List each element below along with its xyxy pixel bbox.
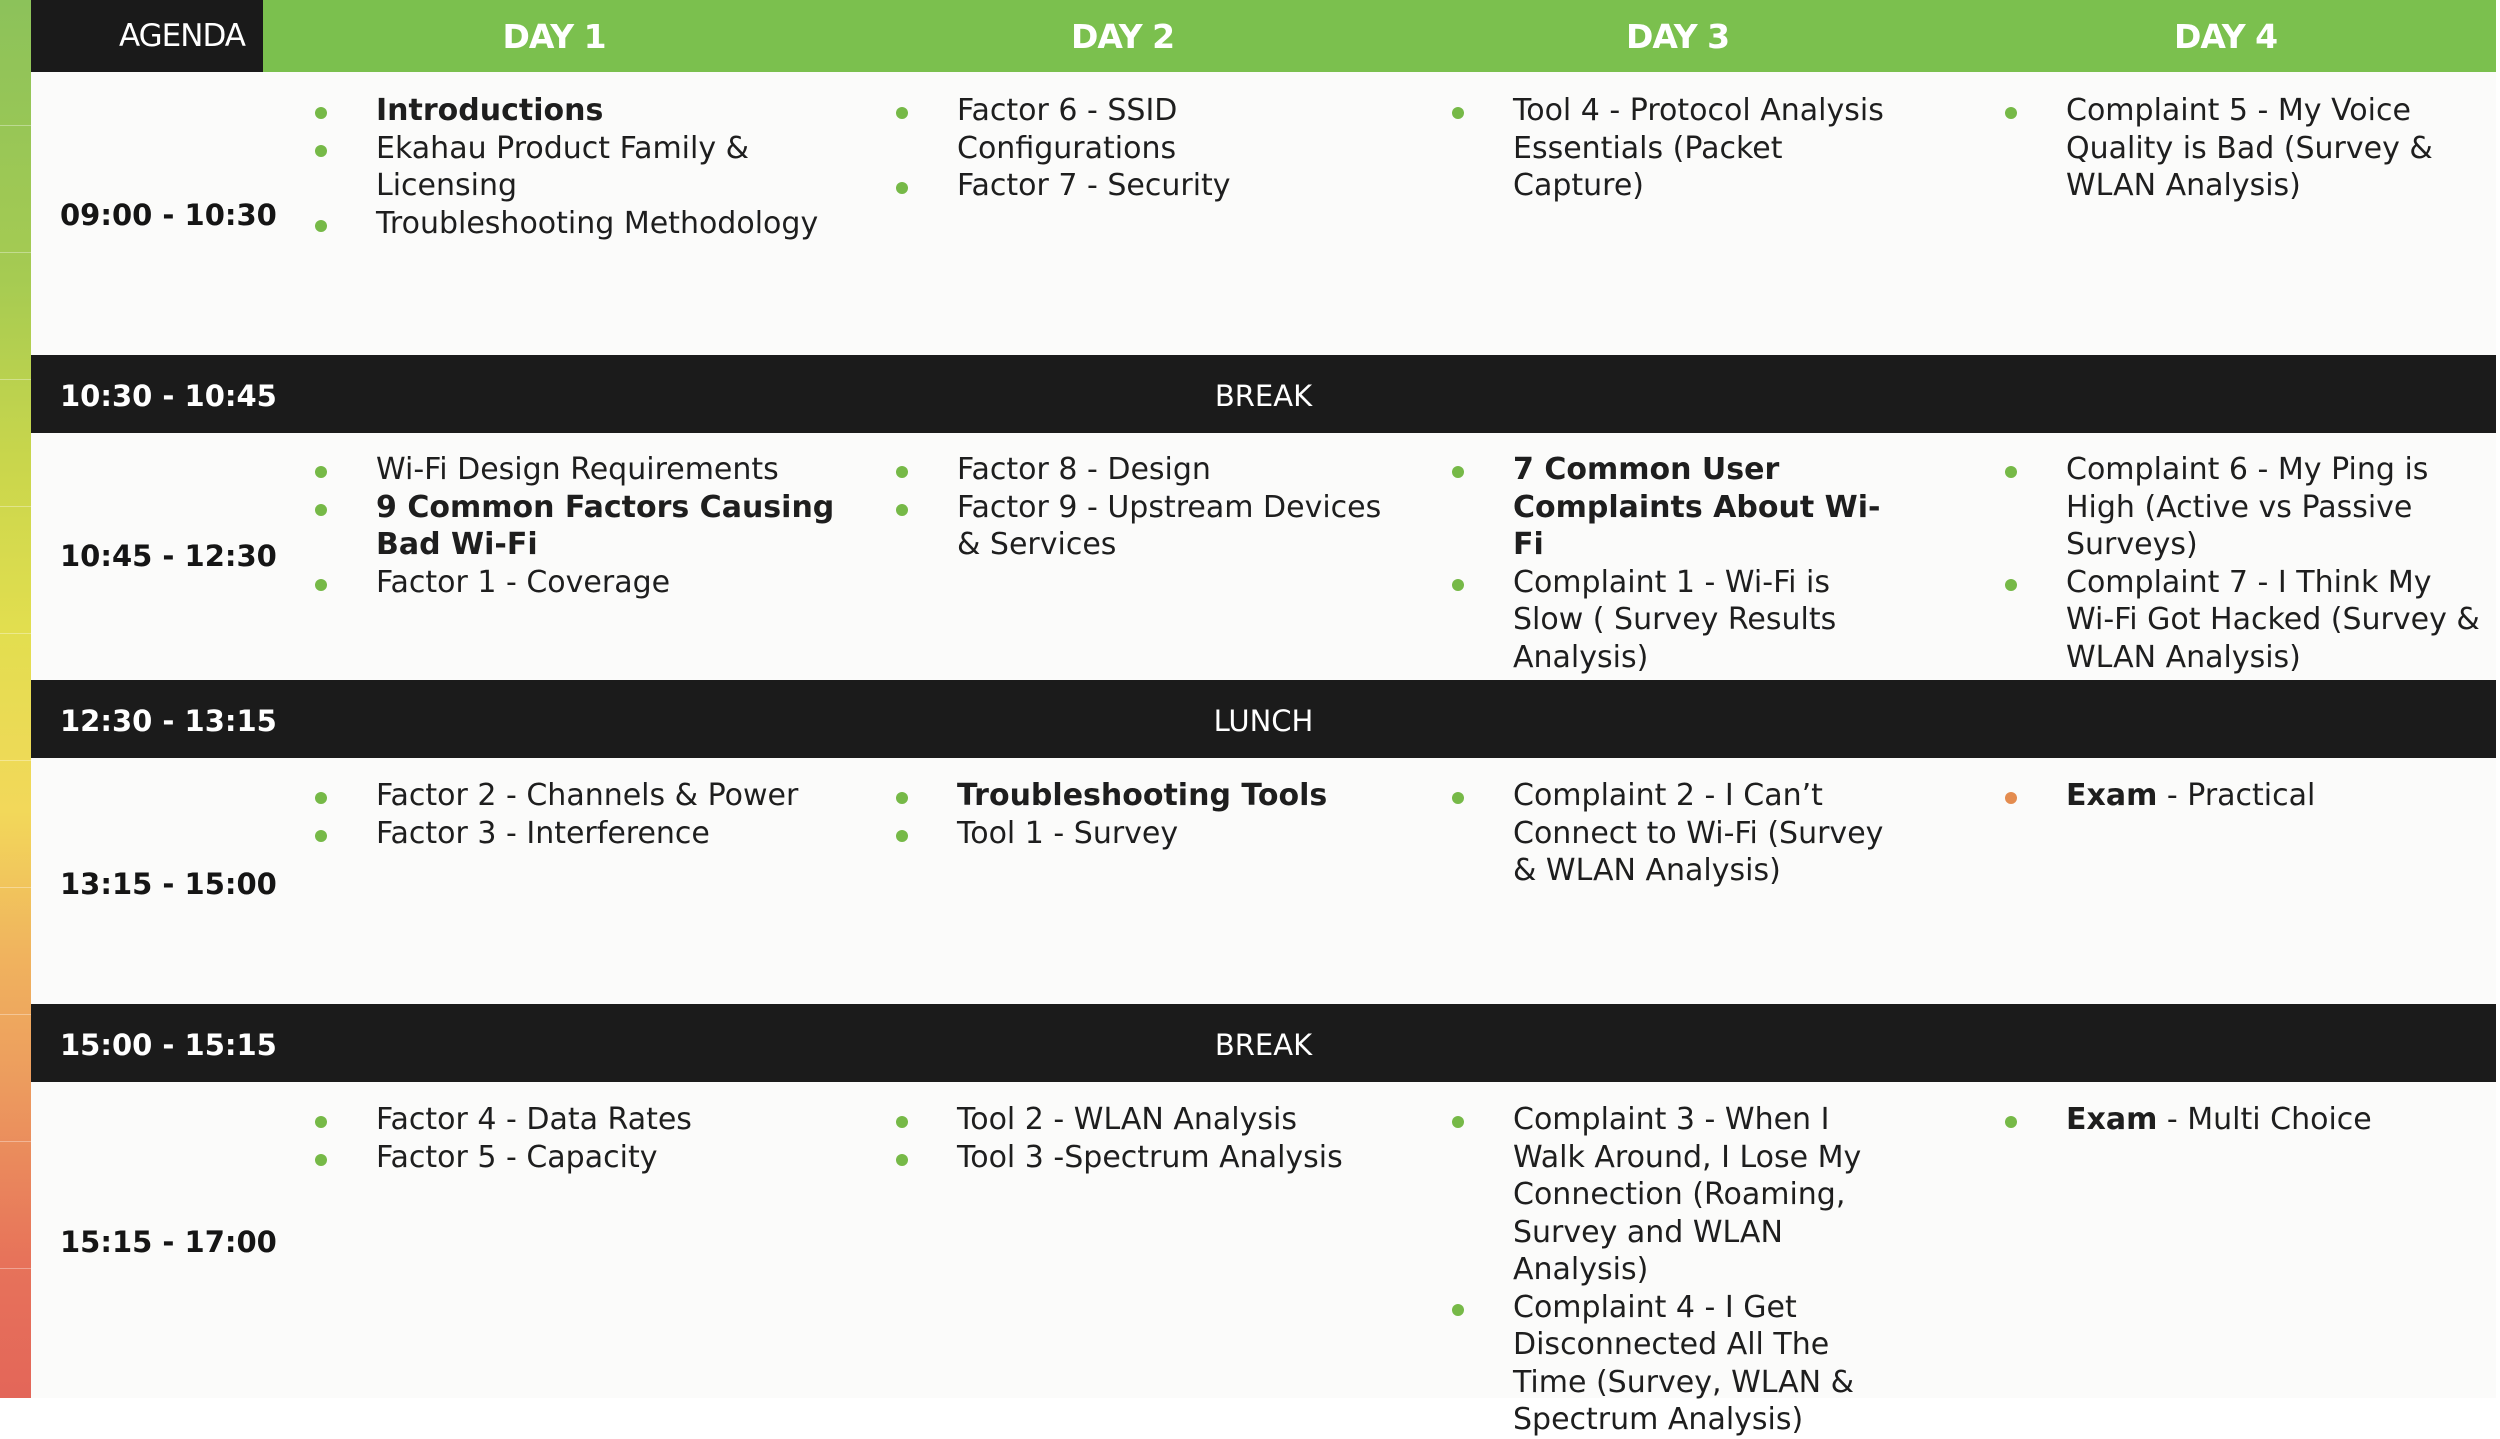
- session-item-text: Complaint 6 - My Ping is High (Active vs Passive Surveys): [2066, 452, 2429, 562]
- session-list-r2-day1: [315, 451, 835, 601]
- break-label-1: BREAK: [1214, 379, 1313, 413]
- bullet-icon: [896, 107, 908, 119]
- bullet-icon: [2005, 579, 2017, 591]
- session-item: [896, 815, 1396, 853]
- session-item-text: Factor 7 - Security: [957, 168, 1231, 203]
- day-1-heading: DAY 1: [502, 16, 606, 56]
- session-item-text: Factor 6 - SSID Configurations: [957, 93, 1178, 166]
- time-slot-break-1: 10:30 - 10:45: [60, 379, 277, 413]
- session-list-r2-day4: [2005, 451, 2485, 676]
- session-item-text: Tool 1 - Survey: [957, 815, 1179, 851]
- session-item: [1452, 564, 1892, 677]
- session-item-text: Factor 5 - Capacity: [376, 1139, 658, 1175]
- bullet-icon: [896, 792, 908, 804]
- break-band-2: [31, 1004, 2496, 1082]
- session-item: [315, 564, 835, 602]
- session-item: [315, 489, 835, 564]
- session-item-bold-text: Troubleshooting Tools: [957, 778, 1328, 813]
- bullet-icon: [896, 466, 908, 478]
- session-item: [315, 451, 835, 489]
- bullet-icon: [315, 579, 327, 591]
- session-item-text: Factor 9 - Upstream Devices & Services: [957, 489, 1382, 562]
- session-list-r3-day3: [1452, 777, 1892, 890]
- session-item: [896, 451, 1396, 489]
- session-item: [896, 489, 1396, 564]
- bullet-icon: [2005, 792, 2017, 804]
- session-item-text: Complaint 2 - I Can’t Connect to Wi-Fi (Survey & WLAN Analysis): [1513, 778, 1884, 888]
- session-list-r1-day2: [896, 92, 1396, 205]
- bullet-icon: [1452, 792, 1464, 804]
- session-list-r1-day4: [2005, 92, 2485, 205]
- agenda-title: AGENDA: [31, 0, 263, 72]
- session-item-text: Tool 4 - Protocol Analysis Essentials (Packet Capture): [1513, 93, 1884, 203]
- bullet-icon: [1452, 1116, 1464, 1128]
- session-list-r3-day1: [315, 777, 835, 852]
- session-item: [315, 92, 835, 130]
- session-item: [1452, 777, 1892, 890]
- session-item-text: - Multi Choice: [2157, 1102, 2372, 1137]
- session-item: [2005, 451, 2485, 564]
- time-slot-lunch: 12:30 - 13:15: [60, 704, 277, 738]
- session-item-bold-text: Exam: [2066, 778, 2158, 813]
- session-item-text: Tool 3 -Spectrum Analysis: [957, 1139, 1343, 1175]
- bullet-icon: [315, 107, 327, 119]
- session-item: [2005, 1101, 2485, 1139]
- session-item-text: Factor 8 - Design: [957, 452, 1211, 487]
- lunch-label: LUNCH: [1213, 704, 1314, 738]
- bullet-icon: [896, 1154, 908, 1166]
- session-item: [315, 777, 835, 815]
- session-list-r1-day3: [1452, 92, 1892, 205]
- session-item-text: Factor 3 - Interference: [376, 815, 710, 851]
- session-list-r3-day4: [2005, 777, 2485, 815]
- session-item: [896, 777, 1396, 815]
- time-slot-2: 10:45 - 12:30: [60, 539, 277, 573]
- session-item-text: Complaint 1 - Wi-Fi is Slow ( Survey Results Analysis): [1513, 564, 1837, 675]
- session-item: [1452, 1101, 1892, 1289]
- session-item-text: Complaint 3 - When I Walk Around, I Lose My Connection (Roaming, Survey and WLAN Analysis): [1513, 1102, 1862, 1287]
- bullet-icon: [315, 792, 327, 804]
- session-item-text: - Practical: [2157, 778, 2316, 813]
- session-list-r2-day2: [896, 451, 1396, 564]
- session-item: [315, 130, 835, 205]
- session-item: [896, 92, 1396, 167]
- session-item-bold-text: Introductions: [376, 93, 604, 128]
- session-item: [315, 1101, 835, 1139]
- bullet-icon: [2005, 107, 2017, 119]
- day-4-heading: DAY 4: [2173, 16, 2278, 56]
- session-item-bold-text: 7 Common User Complaints About Wi-Fi: [1513, 452, 1881, 562]
- bullet-icon: [896, 182, 908, 194]
- bullet-icon: [315, 504, 327, 516]
- time-slot-4: 15:15 - 17:00: [60, 1225, 277, 1259]
- day-3-heading: DAY 3: [1625, 16, 1730, 56]
- session-item: [315, 205, 835, 243]
- break-label-2: BREAK: [1214, 1028, 1313, 1062]
- session-item-text: Troubleshooting Methodology: [376, 205, 819, 241]
- session-item-text: Ekahau Product Family & Licensing: [376, 130, 750, 203]
- bullet-icon: [2005, 466, 2017, 478]
- session-item-text: Factor 4 - Data Rates: [376, 1102, 692, 1137]
- session-item: [2005, 564, 2485, 677]
- session-list-r1-day1: [315, 92, 835, 242]
- session-item: [896, 1101, 1396, 1139]
- break-band-1: [31, 355, 2496, 433]
- bullet-icon: [896, 504, 908, 516]
- color-gradient-strip: [0, 0, 31, 1398]
- session-item-bold-text: Exam: [2066, 1102, 2158, 1137]
- session-item-text: Complaint 4 - I Get Disconnected All The Time (Survey, WLAN & Spectrum Analysis): [1513, 1289, 1855, 1437]
- bullet-icon: [315, 466, 327, 478]
- bullet-icon: [1452, 466, 1464, 478]
- day-2-heading: DAY 2: [1070, 16, 1175, 56]
- time-slot-break-2: 15:00 - 15:15: [60, 1028, 277, 1062]
- session-item: [896, 1139, 1396, 1177]
- session-item-text: Tool 2 - WLAN Analysis: [957, 1102, 1297, 1137]
- session-list-r4-day3: [1452, 1101, 1892, 1439]
- session-item: [2005, 92, 2485, 205]
- bullet-icon: [315, 1116, 327, 1128]
- session-item: [1452, 92, 1892, 205]
- session-list-r4-day4: [2005, 1101, 2485, 1139]
- bullet-icon: [315, 145, 327, 157]
- session-item: [315, 815, 835, 853]
- session-list-r4-day1: [315, 1101, 835, 1176]
- lunch-band: [31, 680, 2496, 758]
- session-item-text: Wi-Fi Design Requirements: [376, 452, 779, 487]
- session-item-text: Complaint 5 - My Voice Quality is Bad (Survey & WLAN Analysis): [2066, 93, 2433, 203]
- bullet-icon: [315, 830, 327, 842]
- session-item-text: Complaint 7 - I Think My Wi-Fi Got Hacked (Survey & WLAN Analysis): [2066, 564, 2480, 675]
- session-item: [2005, 777, 2485, 815]
- bullet-icon: [1452, 1304, 1464, 1316]
- session-item-bold-text: 9 Common Factors Causing Bad Wi-Fi: [376, 489, 835, 562]
- bullet-icon: [1452, 107, 1464, 119]
- session-item: [896, 167, 1396, 205]
- bullet-icon: [896, 830, 908, 842]
- session-list-r4-day2: [896, 1101, 1396, 1176]
- session-list-r2-day3: [1452, 451, 1892, 676]
- bullet-icon: [315, 220, 327, 232]
- bullet-icon: [315, 1154, 327, 1166]
- session-item: [1452, 451, 1892, 564]
- time-slot-1: 09:00 - 10:30: [60, 198, 277, 232]
- session-item: [1452, 1289, 1892, 1439]
- session-item-text: Factor 1 - Coverage: [376, 564, 671, 600]
- session-item-text: Factor 2 - Channels & Power: [376, 778, 799, 813]
- session-list-r3-day2: [896, 777, 1396, 852]
- bullet-icon: [896, 1116, 908, 1128]
- time-slot-3: 13:15 - 15:00: [60, 867, 277, 901]
- session-item: [315, 1139, 835, 1177]
- bullet-icon: [2005, 1116, 2017, 1128]
- bullet-icon: [1452, 579, 1464, 591]
